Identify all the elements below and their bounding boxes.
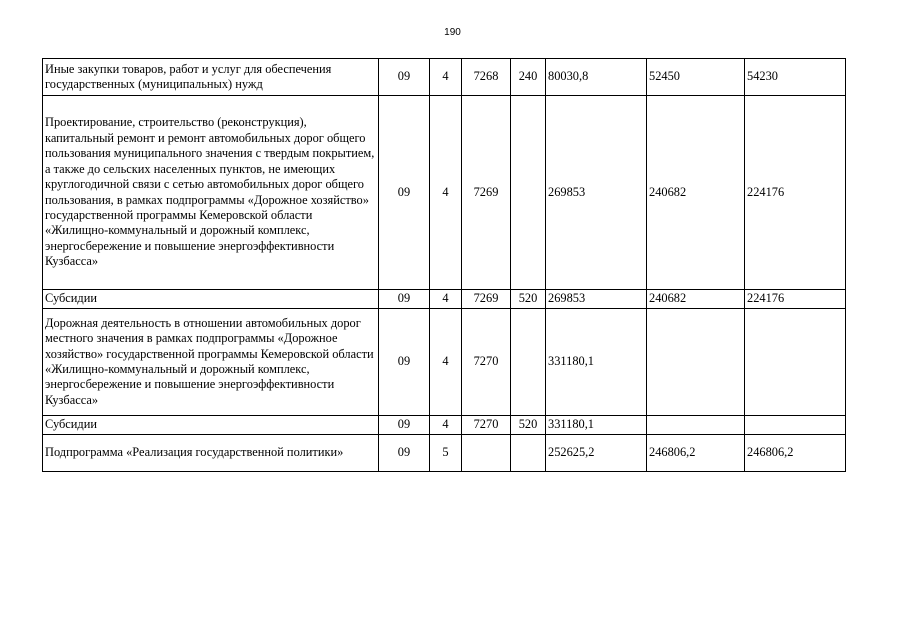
sum1-cell: 80030,8 [546,59,647,96]
page-number: 190 [444,27,461,38]
sum3-cell: 224176 [745,96,846,290]
sum3-cell: 224176 [745,290,846,309]
vr-cell [511,309,546,416]
table-row [43,96,846,290]
sum2-cell [647,309,745,416]
table-row [43,435,846,472]
sum3-cell [745,416,846,435]
table-row [43,416,846,435]
sum1-cell: 331180,1 [546,309,647,416]
pr-cell: 4 [430,416,462,435]
rz-cell: 09 [379,309,430,416]
sum2-cell: 240682 [647,96,745,290]
row-name: Подпрограмма «Реализация государственной политики» [43,435,379,472]
sum3-cell [745,309,846,416]
sum1-cell: 269853 [546,290,647,309]
rz-cell: 09 [379,59,430,96]
sum2-cell [647,416,745,435]
cs-cell: 7270 [462,309,511,416]
budget-table [42,58,846,472]
vr-cell [511,435,546,472]
cs-cell: 7269 [462,290,511,309]
rz-cell: 09 [379,435,430,472]
rz-cell: 09 [379,416,430,435]
row-name: Субсидии [43,416,379,435]
sum2-cell: 52450 [647,59,745,96]
vr-cell: 520 [511,416,546,435]
sum1-cell: 269853 [546,96,647,290]
sum2-cell: 240682 [647,290,745,309]
pr-cell: 4 [430,290,462,309]
row-name: Субсидии [43,290,379,309]
cs-cell: 7268 [462,59,511,96]
vr-cell: 520 [511,290,546,309]
table-row [43,290,846,309]
pr-cell: 4 [430,96,462,290]
vr-cell [511,96,546,290]
pr-cell: 5 [430,435,462,472]
cs-cell [462,435,511,472]
pr-cell: 4 [430,59,462,96]
row-name: Проектирование, строительство (реконструкция), капитальный ремонт и ремонт автомобильных дорог общего пользования муниципального значения с твердым покрытием, а также до сельских населенных пунктов, не имеющих круглогодичной связи с сетью автомобильных дорог общего пользования, в рамках подпрограммы «Дорожное хозяйство» государственной программы Кемеровской области «Жилищно-коммунальный и дорожный комплекс, энергосбережение и повышение энергоэффективности Кузбасса» [43,96,379,290]
sum2-cell: 246806,2 [647,435,745,472]
vr-cell: 240 [511,59,546,96]
sum3-cell: 54230 [745,59,846,96]
row-name: Иные закупки товаров, работ и услуг для обеспечения государственных (муниципальных) нужд [43,59,379,96]
pr-cell: 4 [430,309,462,416]
sum1-cell: 252625,2 [546,435,647,472]
rz-cell: 09 [379,290,430,309]
cs-cell: 7269 [462,96,511,290]
row-name: Дорожная деятельность в отношении автомобильных дорог местного значения в рамках подпрограммы «Дорожное хозяйство» государственной программы Кемеровской области «Жилищно-коммунальный и дорожный комплекс, энергосбережение и повышение энергоэффективности Кузбасса» [43,309,379,416]
rz-cell: 09 [379,96,430,290]
sum3-cell: 246806,2 [745,435,846,472]
table-row [43,59,846,96]
table-row [43,309,846,416]
cs-cell: 7270 [462,416,511,435]
sum1-cell: 331180,1 [546,416,647,435]
